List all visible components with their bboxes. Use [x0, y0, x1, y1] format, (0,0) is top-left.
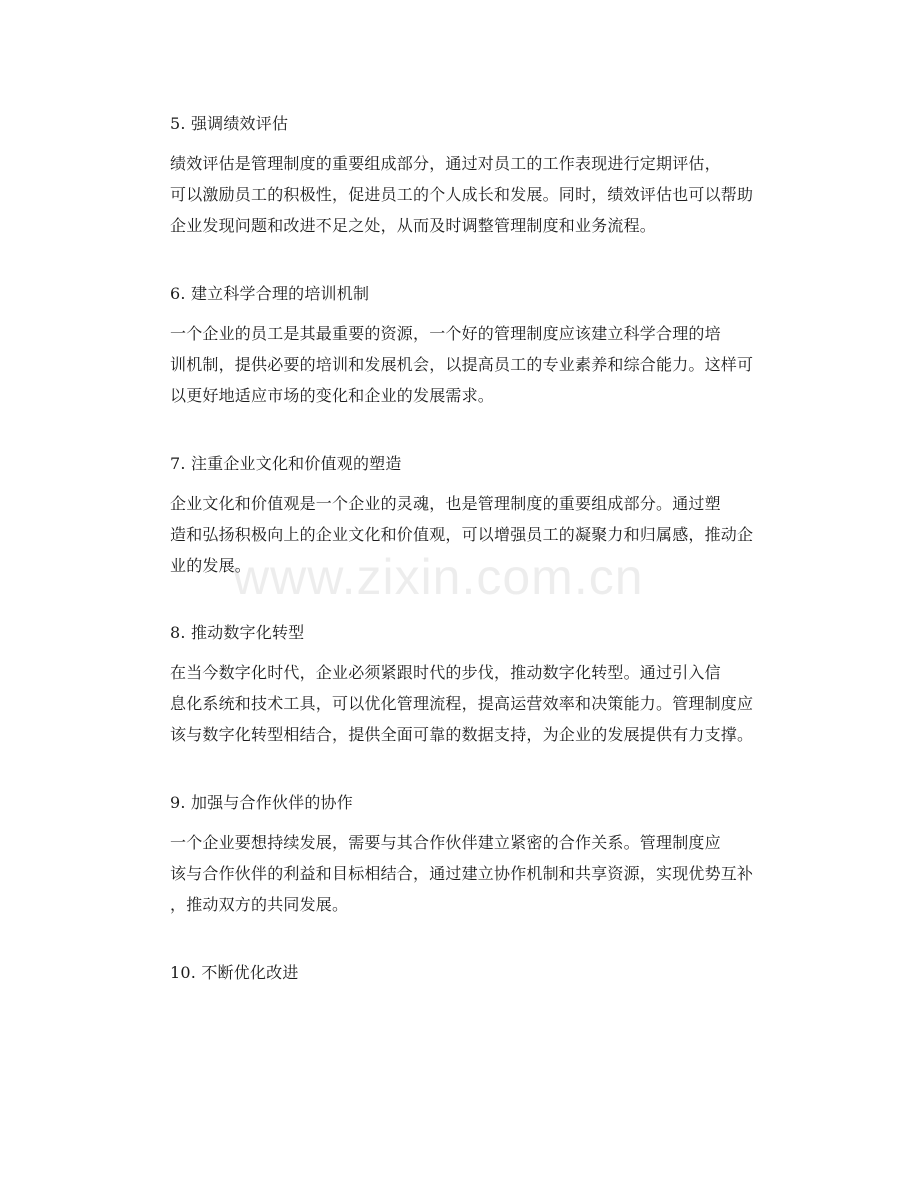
section-5-body: 绩效评估是管理制度的重要组成部分，通过对员工的工作表现进行定期评估， 可以激励员工的积极性，促进员工的个人成长和发展。同时，绩效评估也可以帮助 企业发现问题和改进不足之处，从而及时调整管理制度和业务流程。	[170, 154, 754, 235]
section-9-body: 一个企业要想持续发展，需要与其合作伙伴建立紧密的合作关系。管理制度应 该与合作伙伴的利益和目标相结合，通过建立协作机制和共享资源，实现优势互补 ，推动双方的共同发展。	[170, 833, 754, 914]
section-7-body: 企业文化和价值观是一个企业的灵魂，也是管理制度的重要组成部分。通过塑 造和弘扬积极向上的企业文化和价值观，可以增强员工的凝聚力和归属感，推动企 业的发展。	[170, 494, 754, 575]
section-6-body: 一个企业的员工是其最重要的资源，一个好的管理制度应该建立科学合理的培 训机制，提供必要的培训和发展机会，以提高员工的专业素养和综合能力。这样可 以更好地适应市场的变化和企业的发展需求。	[170, 324, 754, 405]
section-8-heading: 8. 推动数字化转型	[170, 623, 305, 642]
section-5-heading: 5. 强调绩效评估	[170, 114, 289, 133]
section-8-body: 在当今数字化时代，企业必须紧跟时代的步伐，推动数字化转型。通过引入信 息化系统和技术工具，可以优化管理流程，提高运营效率和决策能力。管理制度应 该与数字化转型相结合，提供全面可靠的数据支持，为企业的发展提供有力支撑。	[170, 663, 754, 744]
section-6-heading: 6. 建立科学合理的培训机制	[170, 284, 370, 303]
section-7-heading: 7. 注重企业文化和价值观的塑造	[170, 454, 402, 473]
section-9-heading: 9. 加强与合作伙伴的协作	[170, 793, 353, 812]
watermark-text: www.zixin.com.cn	[233, 549, 644, 605]
section-10-heading: 10. 不断优化改进	[170, 963, 299, 982]
